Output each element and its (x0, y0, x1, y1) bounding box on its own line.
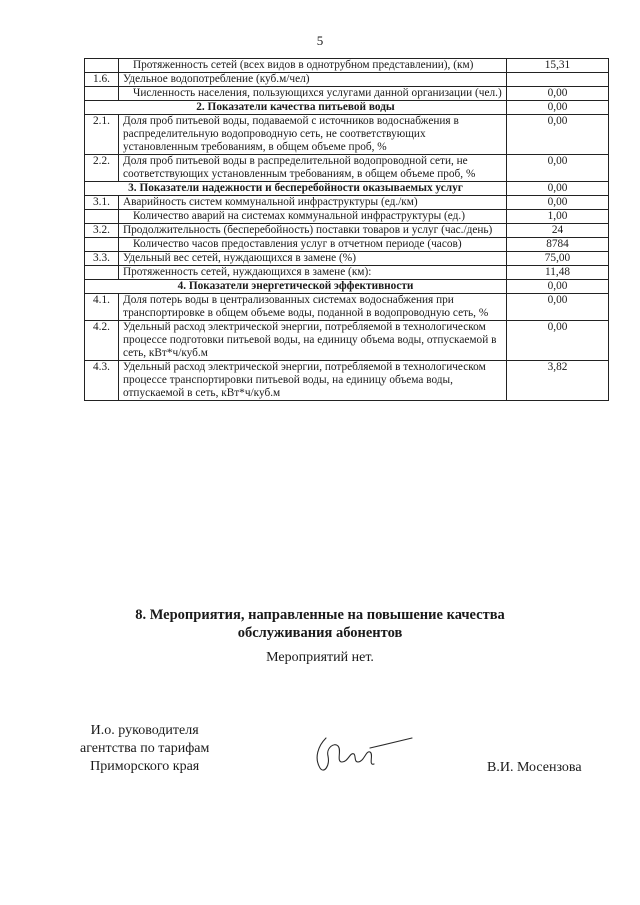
table-row (85, 155, 609, 182)
row-value (507, 73, 609, 87)
measures-text: Мероприятий нет. (266, 650, 374, 665)
row-number: 1.6. (85, 73, 119, 87)
row-description: Доля проб питьевой воды в распределительной водопроводной сети, не соответствующих установленным требованиям, в общем объеме проб, % (119, 155, 507, 182)
row-description: Численность населения, пользующихся услугами данной организации (чел.) (119, 87, 507, 101)
row-number (85, 210, 119, 224)
row-value: 0,00 (507, 321, 609, 361)
section-title: 4. Показатели энергетической эффективности (85, 280, 507, 294)
page-number: 5 (316, 33, 324, 48)
section-title: 3. Показатели надежности и бесперебойности оказываемых услуг (85, 182, 507, 196)
row-number: 4.2. (85, 321, 119, 361)
section-row (85, 101, 609, 115)
section-8-heading (0, 606, 640, 642)
signer-title-line2: агентства по тарифам (80, 741, 210, 756)
section-row (85, 280, 609, 294)
table-row (85, 321, 609, 361)
row-value: 1,00 (507, 210, 609, 224)
table-row (85, 59, 609, 73)
row-value: 11,48 (507, 266, 609, 280)
signer-title-line3: Приморского края (90, 759, 200, 774)
section-row (85, 182, 609, 196)
handwritten-signature (308, 728, 418, 776)
row-number (85, 59, 119, 73)
row-value: 0,00 (507, 294, 609, 321)
row-number: 2.1. (85, 115, 119, 155)
row-description: Удельное водопотребление (куб.м/чел) (119, 73, 507, 87)
indicators-table (84, 58, 609, 401)
row-value: 75,00 (507, 252, 609, 266)
row-description: Удельный вес сетей, нуждающихся в замене (%) (119, 252, 507, 266)
row-description: Аварийность систем коммунальной инфраструктуры (ед./км) (119, 196, 507, 210)
row-number: 2.2. (85, 155, 119, 182)
row-description: Протяженность сетей (всех видов в однотрубном представлении), (км) (119, 59, 507, 73)
row-description: Доля потерь воды в централизованных системах водоснабжения при транспортировке в общем объеме воды, поданной в водопроводную сеть, % (119, 294, 507, 321)
row-number (85, 266, 119, 280)
section-8-heading-line2: обслуживания абонентов (237, 625, 403, 641)
section-8-heading-line1: 8. Мероприятия, направленные на повышение качества (135, 607, 505, 623)
row-description: Протяженность сетей, нуждающихся в замене (км): (119, 266, 507, 280)
row-description: Доля проб питьевой воды, подаваемой с источников водоснабжения в распределительную водопроводную сеть, не соответствующих установленным требованиям, в общем объеме проб, % (119, 115, 507, 155)
signer-title (80, 722, 209, 776)
row-value: 15,31 (507, 59, 609, 73)
table-row (85, 224, 609, 238)
table-row (85, 87, 609, 101)
table-row (85, 196, 609, 210)
row-description: Продолжительность (бесперебойность) поставки товаров и услуг (час./день) (119, 224, 507, 238)
row-value: 0,00 (507, 155, 609, 182)
signer-title-line1: И.о. руководителя (90, 723, 199, 738)
row-value: 24 (507, 224, 609, 238)
row-number: 4.3. (85, 361, 119, 401)
row-value: 0,00 (507, 196, 609, 210)
row-value: 3,82 (507, 361, 609, 401)
table-row (85, 361, 609, 401)
row-number: 3.1. (85, 196, 119, 210)
table-row (85, 252, 609, 266)
table-row (85, 294, 609, 321)
table-row (85, 238, 609, 252)
row-description: Удельный расход электрической энергии, потребляемой в технологическом процессе подготовки питьевой воды, на единицу объема воды, отпускаемой в сеть, кВт*ч/куб.м (119, 321, 507, 361)
section-title: 2. Показатели качества питьевой воды (85, 101, 507, 115)
row-number (85, 238, 119, 252)
row-value: 0,00 (507, 115, 609, 155)
row-description: Количество аварий на системах коммунальной инфраструктуры (ед.) (119, 210, 507, 224)
row-number: 3.3. (85, 252, 119, 266)
row-number: 4.1. (85, 294, 119, 321)
row-value: 0,00 (507, 101, 609, 115)
table-row (85, 210, 609, 224)
row-value: 0,00 (507, 280, 609, 294)
row-value: 0,00 (507, 182, 609, 196)
row-description: Количество часов предоставления услуг в отчетном периоде (часов) (119, 238, 507, 252)
row-value: 0,00 (507, 87, 609, 101)
row-value: 8784 (507, 238, 609, 252)
row-description: Удельный расход электрической энергии, потребляемой в технологическом процессе транспортировки питьевой воды, на единицу объема воды, отпускаемой в сеть, кВт*ч/куб.м (119, 361, 507, 401)
signer-name: В.И. Мосензова (487, 760, 582, 775)
table-row (85, 115, 609, 155)
row-number (85, 87, 119, 101)
table-row (85, 73, 609, 87)
row-number: 3.2. (85, 224, 119, 238)
table-row (85, 266, 609, 280)
